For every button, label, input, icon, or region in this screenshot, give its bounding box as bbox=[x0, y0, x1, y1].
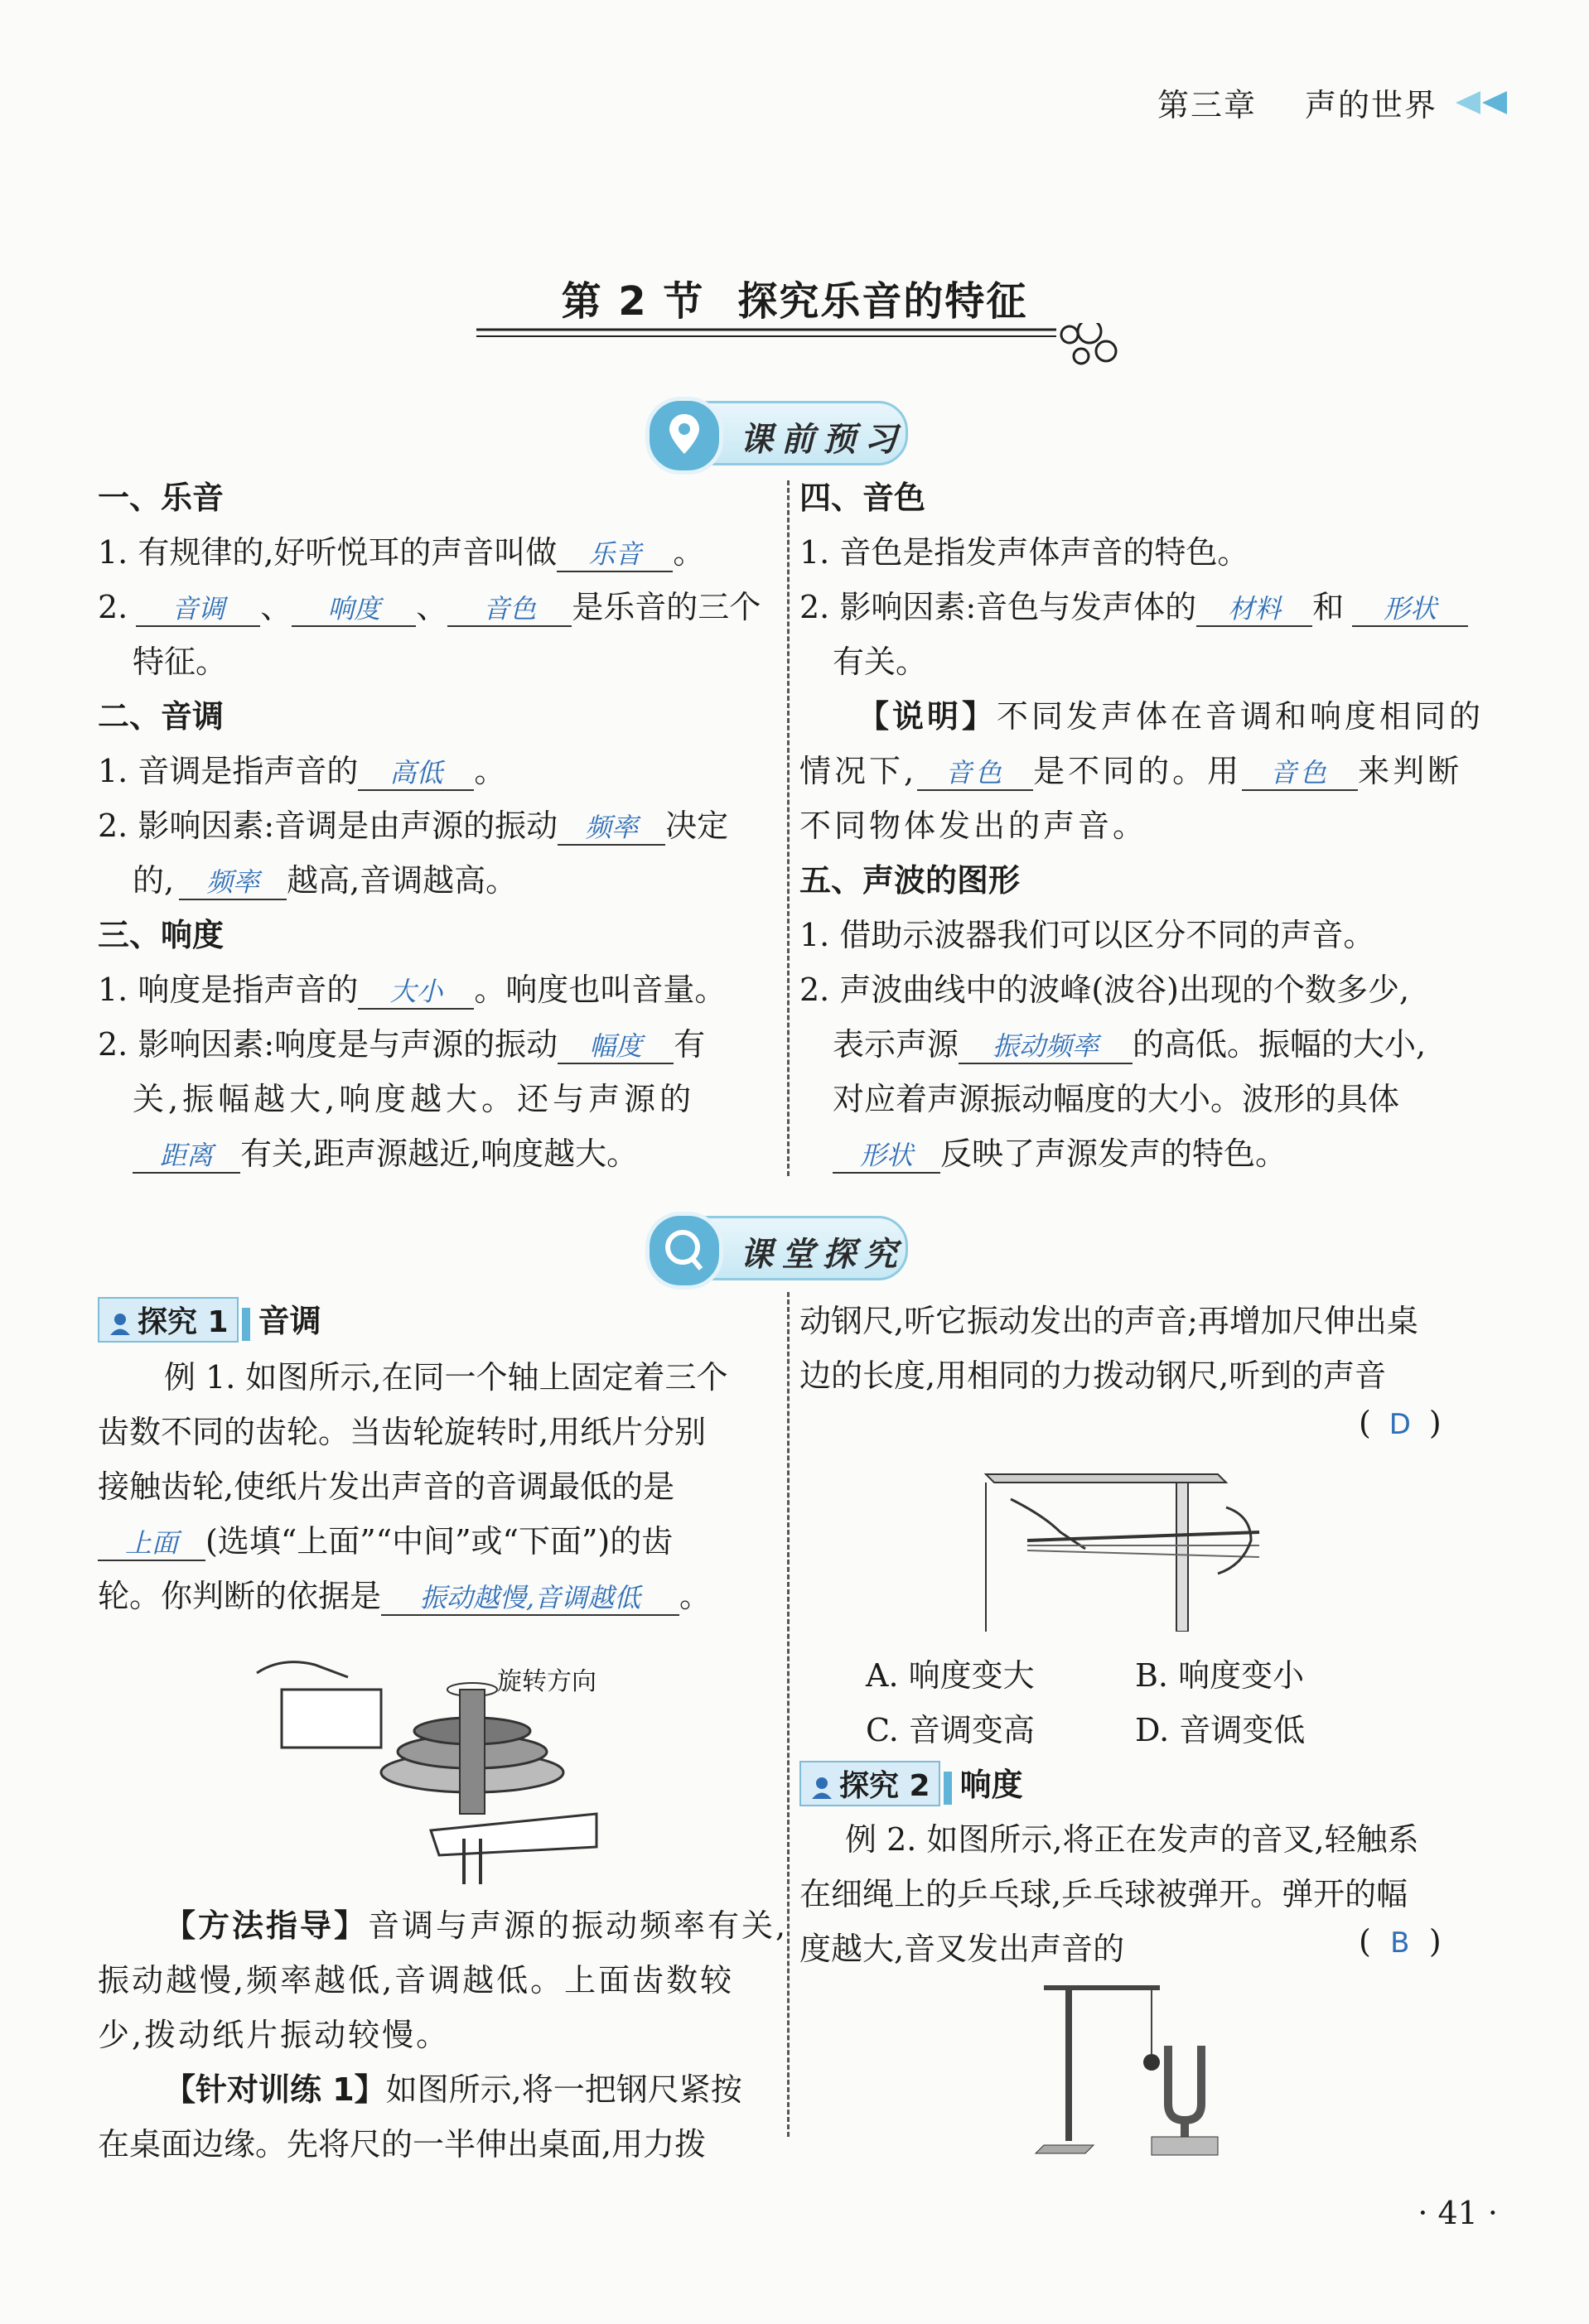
text: (选填“上面”“中间”或“下面”)的齿 bbox=[205, 1523, 674, 1560]
classroom-banner-text: 课堂探究 bbox=[740, 1235, 906, 1274]
line-l1 bbox=[98, 527, 704, 572]
text: 、 bbox=[416, 589, 448, 625]
text: 音调 bbox=[258, 1303, 321, 1339]
line-l6 bbox=[98, 964, 726, 1010]
example2-line2: 在细绳上的乒乓球,乒乓球被弹开。弹开的幅 bbox=[799, 1876, 1408, 1912]
heading-timbre: 四、音色 bbox=[799, 480, 926, 516]
example1-line3: 接触齿轮,使纸片发出声音的音调最低的是 bbox=[98, 1468, 675, 1505]
rotation-direction-label: 旋转方向 bbox=[497, 1667, 596, 1696]
page-number: · 41 · bbox=[1418, 2195, 1498, 2231]
training-label: 【针对训练 1】 bbox=[164, 2071, 386, 2108]
text: 有关,距声源越近,响度越大。 bbox=[240, 1135, 639, 1172]
chapter-label: 第三章 bbox=[1157, 87, 1257, 123]
preview-banner bbox=[654, 401, 908, 465]
text: 不同发声体在音调和响度相同的 bbox=[997, 698, 1485, 735]
line-r7: 1. 借助示波器我们可以区分不同的声音。 bbox=[799, 917, 1375, 953]
line-r10: 对应着声源振动幅度的大小。波形的具体 bbox=[833, 1081, 1400, 1117]
text: 2. 影响因素:音色与发声体的 bbox=[799, 589, 1197, 625]
explore-tag bbox=[799, 1761, 940, 1806]
line-r1: 1. 音色是指发声体声音的特色。 bbox=[799, 534, 1249, 571]
option-a: A. 响度变大 bbox=[866, 1657, 1035, 1694]
student-icon bbox=[108, 1311, 133, 1336]
text: 越高,音调越高。 bbox=[287, 862, 518, 899]
note-label: 【说明】 bbox=[857, 698, 997, 735]
example2-line3: 度越大,音叉发出声音的 bbox=[799, 1931, 1125, 1967]
line-l5 bbox=[133, 855, 517, 900]
text: ) bbox=[1428, 1405, 1442, 1441]
tuning-fork-figure bbox=[1027, 1979, 1243, 2162]
answer-blank: 振动越慢,音调越低 bbox=[381, 1581, 679, 1616]
text: 如图所示,将一把钢尺紧按 bbox=[385, 2071, 742, 2108]
text: 探究 2 bbox=[839, 1769, 930, 1803]
training1-line3: 动钢尺,听它振动发出的声音;再增加尺伸出桌 bbox=[799, 1303, 1418, 1339]
training1-line2: 在桌面边缘。先将尺的一半伸出桌面,用力拨 bbox=[98, 2126, 707, 2162]
heading-pitch: 二、音调 bbox=[98, 698, 225, 735]
search-bubble-icon bbox=[645, 1212, 723, 1290]
line-r2 bbox=[799, 581, 1468, 627]
answer-blank: 大小 bbox=[358, 975, 474, 1010]
example1-line5 bbox=[98, 1570, 711, 1616]
text: 探究 1 bbox=[138, 1305, 229, 1339]
text: 是不同的。用 bbox=[1033, 753, 1243, 789]
line-r6: 不同物体发出的声音。 bbox=[799, 808, 1148, 844]
answer-blank: 音调 bbox=[136, 592, 260, 627]
line-l2c: 特征。 bbox=[133, 644, 228, 680]
column-divider-2 bbox=[787, 1292, 790, 2137]
line-r11 bbox=[833, 1128, 1287, 1174]
answer-blank: 音色 bbox=[1242, 756, 1358, 791]
answer-blank: 频率 bbox=[558, 811, 665, 846]
text: 有 bbox=[674, 1026, 706, 1063]
example1-line4 bbox=[98, 1516, 673, 1561]
text: 2. 影响因素:音调是由声源的振动 bbox=[98, 808, 558, 844]
section-name: 探究乐音的特征 bbox=[737, 278, 1028, 325]
text: 1. 音调是指声音的 bbox=[98, 753, 359, 789]
answer-blank: 频率 bbox=[179, 865, 287, 900]
answer-blank: 上面 bbox=[98, 1526, 205, 1561]
text: ) bbox=[1428, 1923, 1442, 1960]
explore-2-heading bbox=[799, 1759, 1023, 1806]
text: 2. 影响因素:响度是与声源的振动 bbox=[98, 1026, 558, 1063]
answer-blank: 高低 bbox=[358, 756, 474, 791]
running-header bbox=[1157, 80, 1510, 125]
answer-blank: 振动频率 bbox=[959, 1029, 1133, 1064]
line-r4 bbox=[857, 691, 1484, 736]
text: 1. 有规律的,好听悦耳的声音叫做 bbox=[98, 534, 558, 571]
answer-blank: 乐音 bbox=[557, 538, 673, 572]
answer-blank: 音色 bbox=[447, 592, 572, 627]
answer-blank: 幅度 bbox=[558, 1029, 674, 1064]
column-divider bbox=[787, 480, 790, 1176]
line-l8: 关,振幅越大,响度越大。还与声源的 bbox=[133, 1081, 696, 1117]
training1-line4: 边的长度,用相同的力拨动钢尺,听到的声音 bbox=[799, 1357, 1387, 1394]
text: ( bbox=[1359, 1923, 1371, 1960]
section-title bbox=[0, 269, 1589, 326]
location-pin-icon bbox=[645, 397, 723, 475]
text: 决定 bbox=[665, 808, 729, 844]
line-l4 bbox=[98, 800, 728, 846]
explore-1-heading bbox=[98, 1295, 321, 1343]
line-r5 bbox=[799, 745, 1462, 791]
answer-blank: 距离 bbox=[133, 1139, 240, 1174]
line-r3: 有关。 bbox=[833, 644, 928, 680]
text: 、 bbox=[260, 589, 292, 625]
example1-line1: 例 1. 如图所示,在同一个轴上固定着三个 bbox=[164, 1359, 728, 1396]
text: 。 bbox=[679, 1578, 712, 1614]
text: 来判断 bbox=[1358, 753, 1463, 789]
method-guide-line1 bbox=[164, 1900, 788, 1946]
option-c: C. 音调变高 bbox=[866, 1712, 1035, 1748]
text: 音调与声源的振动频率有关, bbox=[368, 1907, 789, 1944]
line-l2 bbox=[98, 581, 761, 627]
answer-letter: B bbox=[1390, 1926, 1410, 1960]
training1-line1 bbox=[164, 2064, 742, 2109]
answer-blank: 材料 bbox=[1196, 592, 1312, 627]
text: 反映了声源发声的特色。 bbox=[940, 1135, 1287, 1172]
method-guide-line3: 少,拨动纸片振动较慢。 bbox=[98, 2017, 451, 2053]
example2-answer bbox=[1359, 1923, 1442, 1960]
title-underline-ornament bbox=[476, 323, 1123, 373]
text: 。 bbox=[474, 753, 506, 789]
method-label: 【方法指导】 bbox=[164, 1907, 369, 1944]
line-r8: 2. 声波曲线中的波峰(波谷)出现的个数多少, bbox=[799, 972, 1410, 1008]
answer-blank: 响度 bbox=[292, 592, 416, 627]
text: 响度 bbox=[959, 1767, 1023, 1803]
text: 1. 响度是指声音的 bbox=[98, 972, 359, 1008]
line-l3 bbox=[98, 745, 505, 791]
example2-line1: 例 2. 如图所示,将正在发声的音叉,轻触系 bbox=[845, 1821, 1419, 1858]
answer-blank: 形状 bbox=[1352, 592, 1468, 627]
double-arrow-icon bbox=[1452, 88, 1510, 118]
text: 。 bbox=[673, 534, 705, 571]
classroom-banner bbox=[654, 1216, 908, 1280]
explore-tag bbox=[98, 1297, 239, 1343]
option-b: B. 响度变小 bbox=[1135, 1657, 1305, 1694]
text: 和 bbox=[1312, 589, 1345, 625]
training1-answer bbox=[1359, 1405, 1442, 1441]
section-number: 第 2 节 bbox=[561, 278, 705, 325]
line-l9 bbox=[133, 1128, 638, 1174]
answer-blank: 音色 bbox=[917, 756, 1033, 791]
text: 情况下, bbox=[799, 753, 918, 789]
text: ( bbox=[1359, 1405, 1371, 1441]
answer-blank: 形状 bbox=[833, 1139, 940, 1174]
preview-banner-text: 课前预习 bbox=[740, 420, 906, 459]
line-r9 bbox=[833, 1019, 1426, 1064]
heading-music-tone: 一、乐音 bbox=[98, 480, 225, 516]
heading-loudness: 三、响度 bbox=[98, 917, 225, 953]
text: 轮。你判断的依据是 bbox=[98, 1578, 382, 1614]
example1-line2: 齿数不同的齿轮。当齿轮旋转时,用纸片分别 bbox=[98, 1414, 707, 1450]
ruler-figure bbox=[978, 1466, 1292, 1632]
student-icon bbox=[809, 1775, 834, 1800]
text: 的高低。振幅的大小, bbox=[1133, 1026, 1427, 1063]
text: 2. bbox=[98, 589, 128, 625]
method-guide-line2: 振动越慢,频率越低,音调越低。上面齿数较 bbox=[98, 1962, 735, 1999]
text: 。响度也叫音量。 bbox=[474, 972, 727, 1008]
text: 是乐音的三个 bbox=[572, 589, 761, 625]
answer-letter: D bbox=[1389, 1408, 1411, 1441]
heading-sound-wave: 五、声波的图形 bbox=[799, 862, 1021, 899]
text: 表示声源 bbox=[833, 1026, 959, 1063]
line-l7 bbox=[98, 1019, 705, 1064]
option-d: D. 音调变低 bbox=[1135, 1712, 1306, 1748]
chapter-name: 声的世界 bbox=[1304, 87, 1437, 123]
text: 的, bbox=[133, 862, 175, 899]
